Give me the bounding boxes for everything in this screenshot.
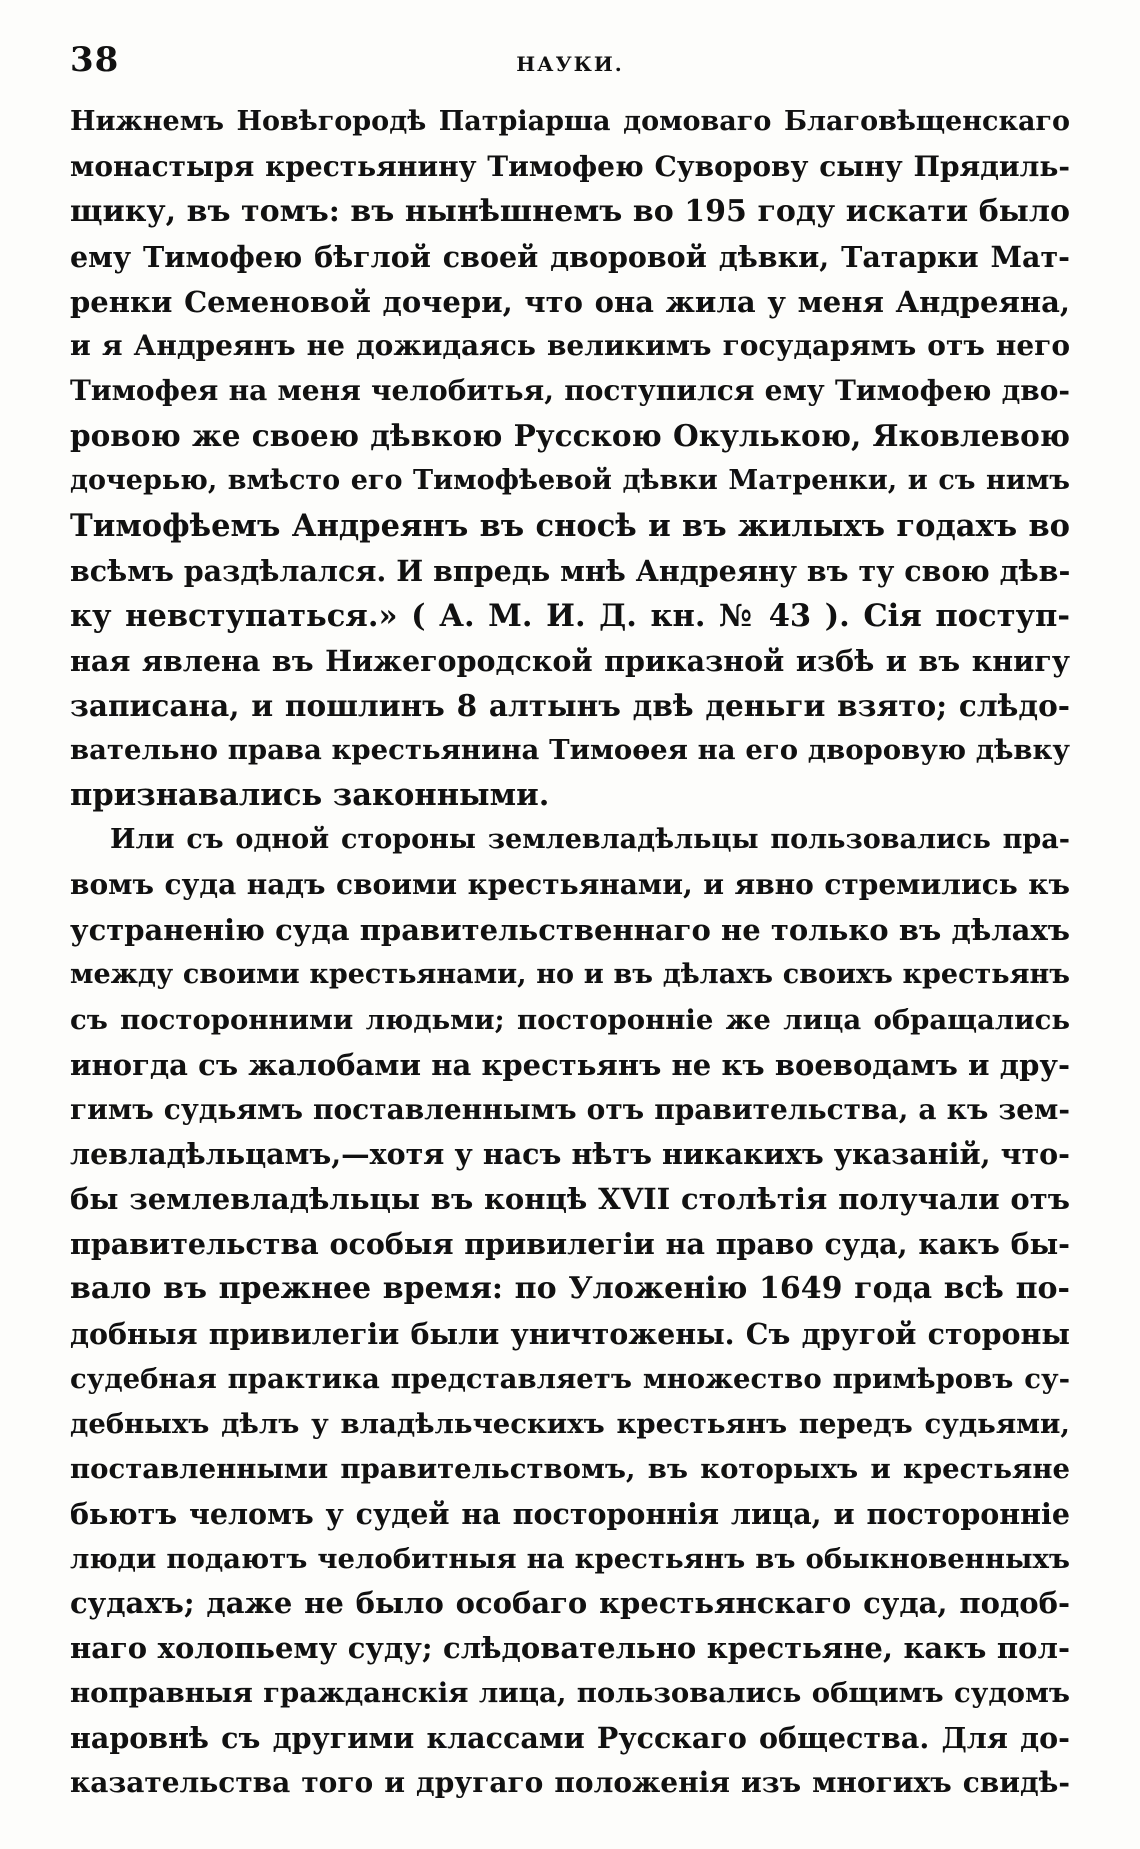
- text-line: правительства особыя привилегіи на право суда, какъ бы-: [70, 1227, 1070, 1262]
- text-line: люди подаютъ челобитныя на крестьянъ въ обыкновенныхъ: [70, 1542, 1070, 1575]
- text-line: между своими крестьянами, но и въ дѣлахъ своихъ крестьянъ: [70, 958, 1070, 990]
- text-line: казательства того и другаго положенія изъ многихъ свидѣ-: [70, 1765, 1070, 1799]
- text-line: Нижнемъ Новѣгородѣ Патріарша домоваго Благовѣщенскаго: [70, 106, 1070, 137]
- text-line: дочерью, вмѣсто его Тимофѣевой дѣвки Матренки, и съ нимъ: [70, 465, 1070, 497]
- text-line: монастыря крестьянину Тимофею Суворову сыну Прядиль-: [70, 149, 1070, 183]
- text-line: вомъ суда надъ своими крестьянами, и явно стремились къ: [70, 868, 1070, 902]
- text-line: поставленными правительствомъ, въ которыхъ и крестьяне: [70, 1452, 1070, 1485]
- paragraph-2: [70, 818, 1070, 1806]
- text-line: и я Андреянъ не дожидаясь великимъ государямъ отъ него: [70, 329, 1070, 363]
- text-line: судахъ; даже не было особаго крестьянскаго суда, подоб-: [70, 1586, 1070, 1621]
- text-line: дебныхъ дѣлъ у владѣльческихъ крестьянъ передъ судьями,: [70, 1407, 1070, 1440]
- text-line: всѣмъ раздѣлался. И впредь мнѣ Андреяну въ ту свою дѣв-: [70, 553, 1070, 588]
- text-line: ная явлена въ Нижегородской приказной избѣ и въ книгу: [70, 643, 1070, 678]
- text-line: записана, и пошлинъ 8 алтынъ двѣ деньги взято; слѣдо-: [70, 687, 1070, 723]
- text-line: ровою же своею дѣвкою Русскою Окулькою, Яковлевою: [70, 418, 1070, 454]
- text-line: Тимофея на меня челобитья, поступился ему Тимофею дво-: [70, 374, 1070, 408]
- text-line: устраненію суда правительственнаго не только въ дѣлахъ: [70, 913, 1070, 948]
- text-line: ренки Семеновой дочери, что она жила у меня Андреяна,: [70, 284, 1070, 319]
- text-line: Тимофѣемъ Андреянъ въ сносѣ и въ жилыхъ годахъ во: [70, 508, 1070, 545]
- text-line: судебная практика представляетъ множество примѣровъ су-: [70, 1362, 1070, 1395]
- text-line: наровнѣ съ другими классами Русскаго общества. Для до-: [70, 1721, 1070, 1756]
- text-line: ноправныя гражданскія лица, пользовались общимъ судомъ: [70, 1677, 1070, 1710]
- body-text: [70, 100, 1070, 1806]
- text-line: гимъ судьямъ поставленнымъ отъ правительства, а къ зем-: [70, 1092, 1070, 1126]
- paragraph-1: [70, 100, 1070, 818]
- running-title: НАУКИ.: [516, 52, 624, 76]
- text-line: ку невступаться.» ( А. М. И. Д. кн. № 43 ). Сія поступ-: [70, 597, 1070, 634]
- text-line: ему Тимофею бѣглой своей дворовой дѣвки, Татарки Мат-: [70, 239, 1070, 274]
- page-number: 38: [70, 40, 120, 80]
- text-line: Или съ одной стороны землевладѣльцы пользовались пра-: [110, 824, 1070, 856]
- text-line: бьютъ челомъ у судей на постороннія лица, и посторонніе: [70, 1496, 1070, 1531]
- text-line: съ посторонними людьми; посторонніе же лица обращались: [70, 1003, 1070, 1036]
- text-line: левладѣльцамъ,—хотя у насъ нѣтъ никакихъ указаній, что-: [70, 1137, 1070, 1172]
- text-line: вало въ прежнее время: по Уложенію 1649 года всѣ по-: [70, 1271, 1070, 1307]
- text-line: бы землевладѣльцы въ концѣ XVII столѣтія получали отъ: [70, 1182, 1070, 1217]
- text-line: иногда съ жалобами на крестьянъ не къ воеводамъ и дру-: [70, 1047, 1070, 1082]
- text-line: признавались законными.: [70, 777, 550, 814]
- text-line: добныя привилегіи были уничтожены. Съ другой стороны: [70, 1317, 1070, 1352]
- text-line: вательно права крестьянина Тимоѳея на его дворовую дѣвку: [70, 734, 1070, 767]
- text-line: наго холопьему суду; слѣдовательно крестьяне, какъ пол-: [70, 1631, 1070, 1666]
- text-line: щику, въ томъ: въ нынѣшнемъ во 195 году искати было: [70, 193, 1070, 229]
